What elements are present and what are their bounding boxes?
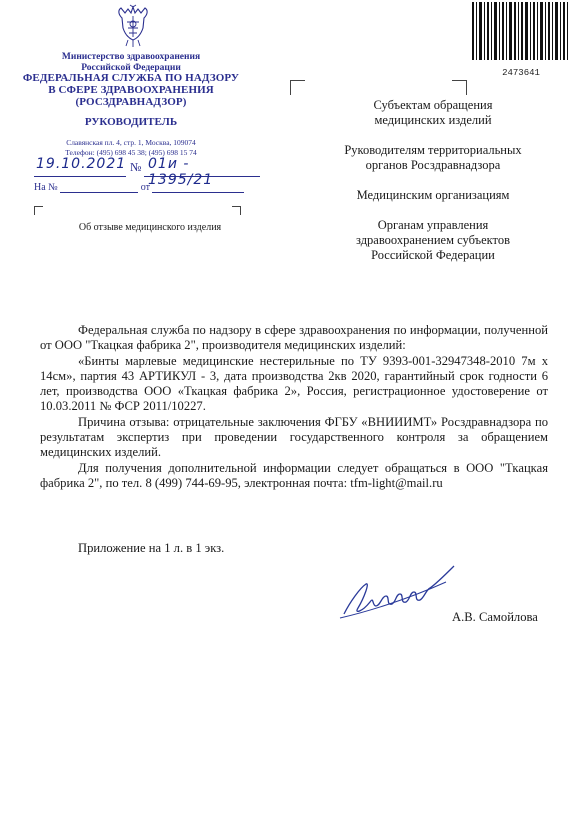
service-line-2: В СФЕРЕ ЗДРАВООХРАНЕНИЯ: [48, 84, 214, 96]
recipient-2: Руководителям территориальных органов Росздравнадзора: [344, 143, 522, 172]
service-line-1: ФЕДЕРАЛЬНАЯ СЛУЖБА ПО НАДЗОРУ: [22, 72, 240, 84]
recipients-block: [318, 98, 548, 278]
handwritten-signature: [336, 562, 466, 622]
ref-label: На №: [34, 182, 58, 193]
letter-body: [40, 323, 548, 491]
ministry-name: [0, 52, 262, 74]
recipient-corner-right: [452, 80, 467, 95]
head-title: РУКОВОДИТЕЛЬ: [84, 116, 178, 128]
ref-number-underline: [60, 182, 138, 193]
subject-corner-right: [232, 206, 241, 215]
ministry-line-1: Министерство здравоохранения: [61, 52, 201, 62]
service-line-3: (РОСЗДРАВНАДЗОР): [75, 96, 187, 108]
recipient-4: Органам управления здравоохранением субъектов Российской Федерации: [355, 218, 510, 262]
registration-date: 19.10.2021: [36, 156, 127, 172]
barcode-number: 2473641: [502, 68, 540, 78]
letter-subject: Об отзыве медицинского изделия: [78, 222, 222, 233]
address-line-2: Телефон: (495) 698 45 38; (495) 698 15 74: [65, 147, 197, 157]
service-name: [0, 72, 262, 108]
coat-of-arms-emblem: [116, 4, 150, 48]
subject-corner-left: [34, 206, 43, 215]
body-paragraph-1: Федеральная служба по надзору в сфере здравоохранения по информации, полученной от ООО "Ткацкая фабрика 2", производителя медицинских изделий:: [40, 323, 548, 353]
signatory-name: А.В. Самойлова: [452, 610, 538, 624]
ref-date-underline: [152, 182, 244, 193]
body-paragraph-3: Причина отзыва: отрицательные заключения ФГБУ «ВНИИИМТ» Росздравнадзора по результатам экспертиз при проведении государственного контроля за обращением медицинских изделий.: [40, 414, 548, 460]
recipient-1: Субъектам обращения медицинских изделий: [373, 98, 493, 127]
annex-note: Приложение на 1 л. в 1 экз.: [78, 541, 225, 555]
number-label: №: [130, 160, 142, 174]
ministry-line-2: Российской Федерации: [81, 63, 181, 73]
recipient-corner-left: [290, 80, 305, 95]
body-paragraph-2: «Бинты марлевые медицинские нестерильные по ТУ 9393-001-32947348-2010 7м х 14см», партия 43 АРТИКУЛ - 3, дата производства 2кв 2020, гарантийный срок годности 6 лет, производства ООО «Ткацкая фабрика 2», Россия, регистрационное удостоверение от 10.03.2011 № ФСР 2011/10227.: [40, 353, 548, 414]
ref-from-label: от: [140, 182, 150, 193]
barcode: [472, 2, 568, 60]
registration-number: 01и - 1395/21: [148, 156, 214, 188]
recipient-3: Медицинским организациям: [356, 188, 510, 202]
address-line-1: Славянская пл. 4, стр. 1, Москва, 109074: [66, 138, 196, 147]
reference-line: [34, 182, 260, 193]
body-paragraph-4: Для получения дополнительной информации следует обращаться в ООО "Ткацкая фабрика 2", по тел. 8 (499) 744-69-95, электронная почта: tfm-light@mail.ru: [40, 460, 548, 490]
address: [0, 138, 262, 157]
